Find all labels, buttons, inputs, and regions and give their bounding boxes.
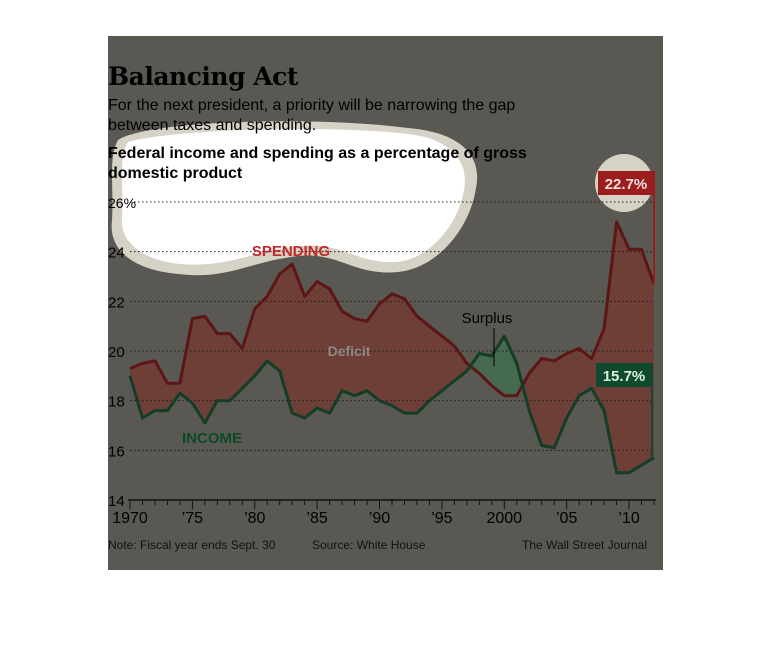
deficit-area bbox=[217, 334, 230, 401]
x-tick-label: 1970 bbox=[112, 510, 148, 527]
y-tick-label: 16 bbox=[108, 443, 125, 461]
deficit-area bbox=[617, 222, 629, 473]
x-tick-label: ’10 bbox=[618, 510, 640, 527]
deficit-area bbox=[155, 361, 167, 411]
deficit-area bbox=[392, 294, 405, 413]
deficit-area bbox=[542, 359, 555, 448]
deficit-area bbox=[143, 361, 156, 418]
y-tick-label: 14 bbox=[108, 493, 125, 510]
deficit-area bbox=[292, 264, 305, 418]
chart-subtitle: For the next president, a priority will be narrowing the gap between taxes and spending. bbox=[108, 97, 516, 134]
source-note: Source: White House bbox=[312, 538, 426, 552]
deficit-label: Deficit bbox=[327, 343, 371, 359]
x-tick-label: ’85 bbox=[306, 510, 328, 527]
y-tick-label: 22 bbox=[108, 294, 125, 312]
spending-end-label: 22.7% bbox=[604, 176, 648, 193]
x-tick-label: ’80 bbox=[244, 510, 266, 527]
spending-label: SPENDING bbox=[251, 243, 331, 260]
x-tick-label: ’75 bbox=[181, 510, 204, 527]
deficit-area bbox=[267, 274, 280, 371]
y-tick-label: 24 bbox=[108, 244, 125, 262]
x-tick-label: 2000 bbox=[486, 510, 523, 527]
x-tick-label: ’90 bbox=[368, 510, 391, 527]
x-tick-label: ’95 bbox=[431, 510, 453, 527]
chart-description: Federal income and spending as a percentage of gross domestic product bbox=[108, 145, 527, 182]
deficit-area bbox=[429, 326, 442, 401]
y-tick-label: 20 bbox=[108, 344, 125, 361]
chart-card bbox=[108, 36, 663, 570]
surplus-label: Surplus bbox=[461, 310, 513, 327]
chart-title: Balancing Act bbox=[108, 62, 298, 91]
y-tick-label: 18 bbox=[108, 393, 125, 411]
surplus-area bbox=[504, 336, 517, 396]
deficit-area bbox=[417, 316, 429, 413]
income-end-label: 15.7% bbox=[602, 368, 646, 385]
deficit-area bbox=[629, 249, 642, 473]
income-label: INCOME bbox=[182, 430, 242, 447]
y-tick-label: 26% bbox=[108, 195, 137, 211]
x-tick-label: ’05 bbox=[555, 510, 578, 527]
deficit-area bbox=[305, 282, 317, 419]
deficit-area bbox=[380, 294, 393, 406]
footnote: Note: Fiscal year ends Sept. 30 bbox=[108, 538, 276, 552]
publisher-credit: The Wall Street Journal bbox=[522, 538, 647, 552]
